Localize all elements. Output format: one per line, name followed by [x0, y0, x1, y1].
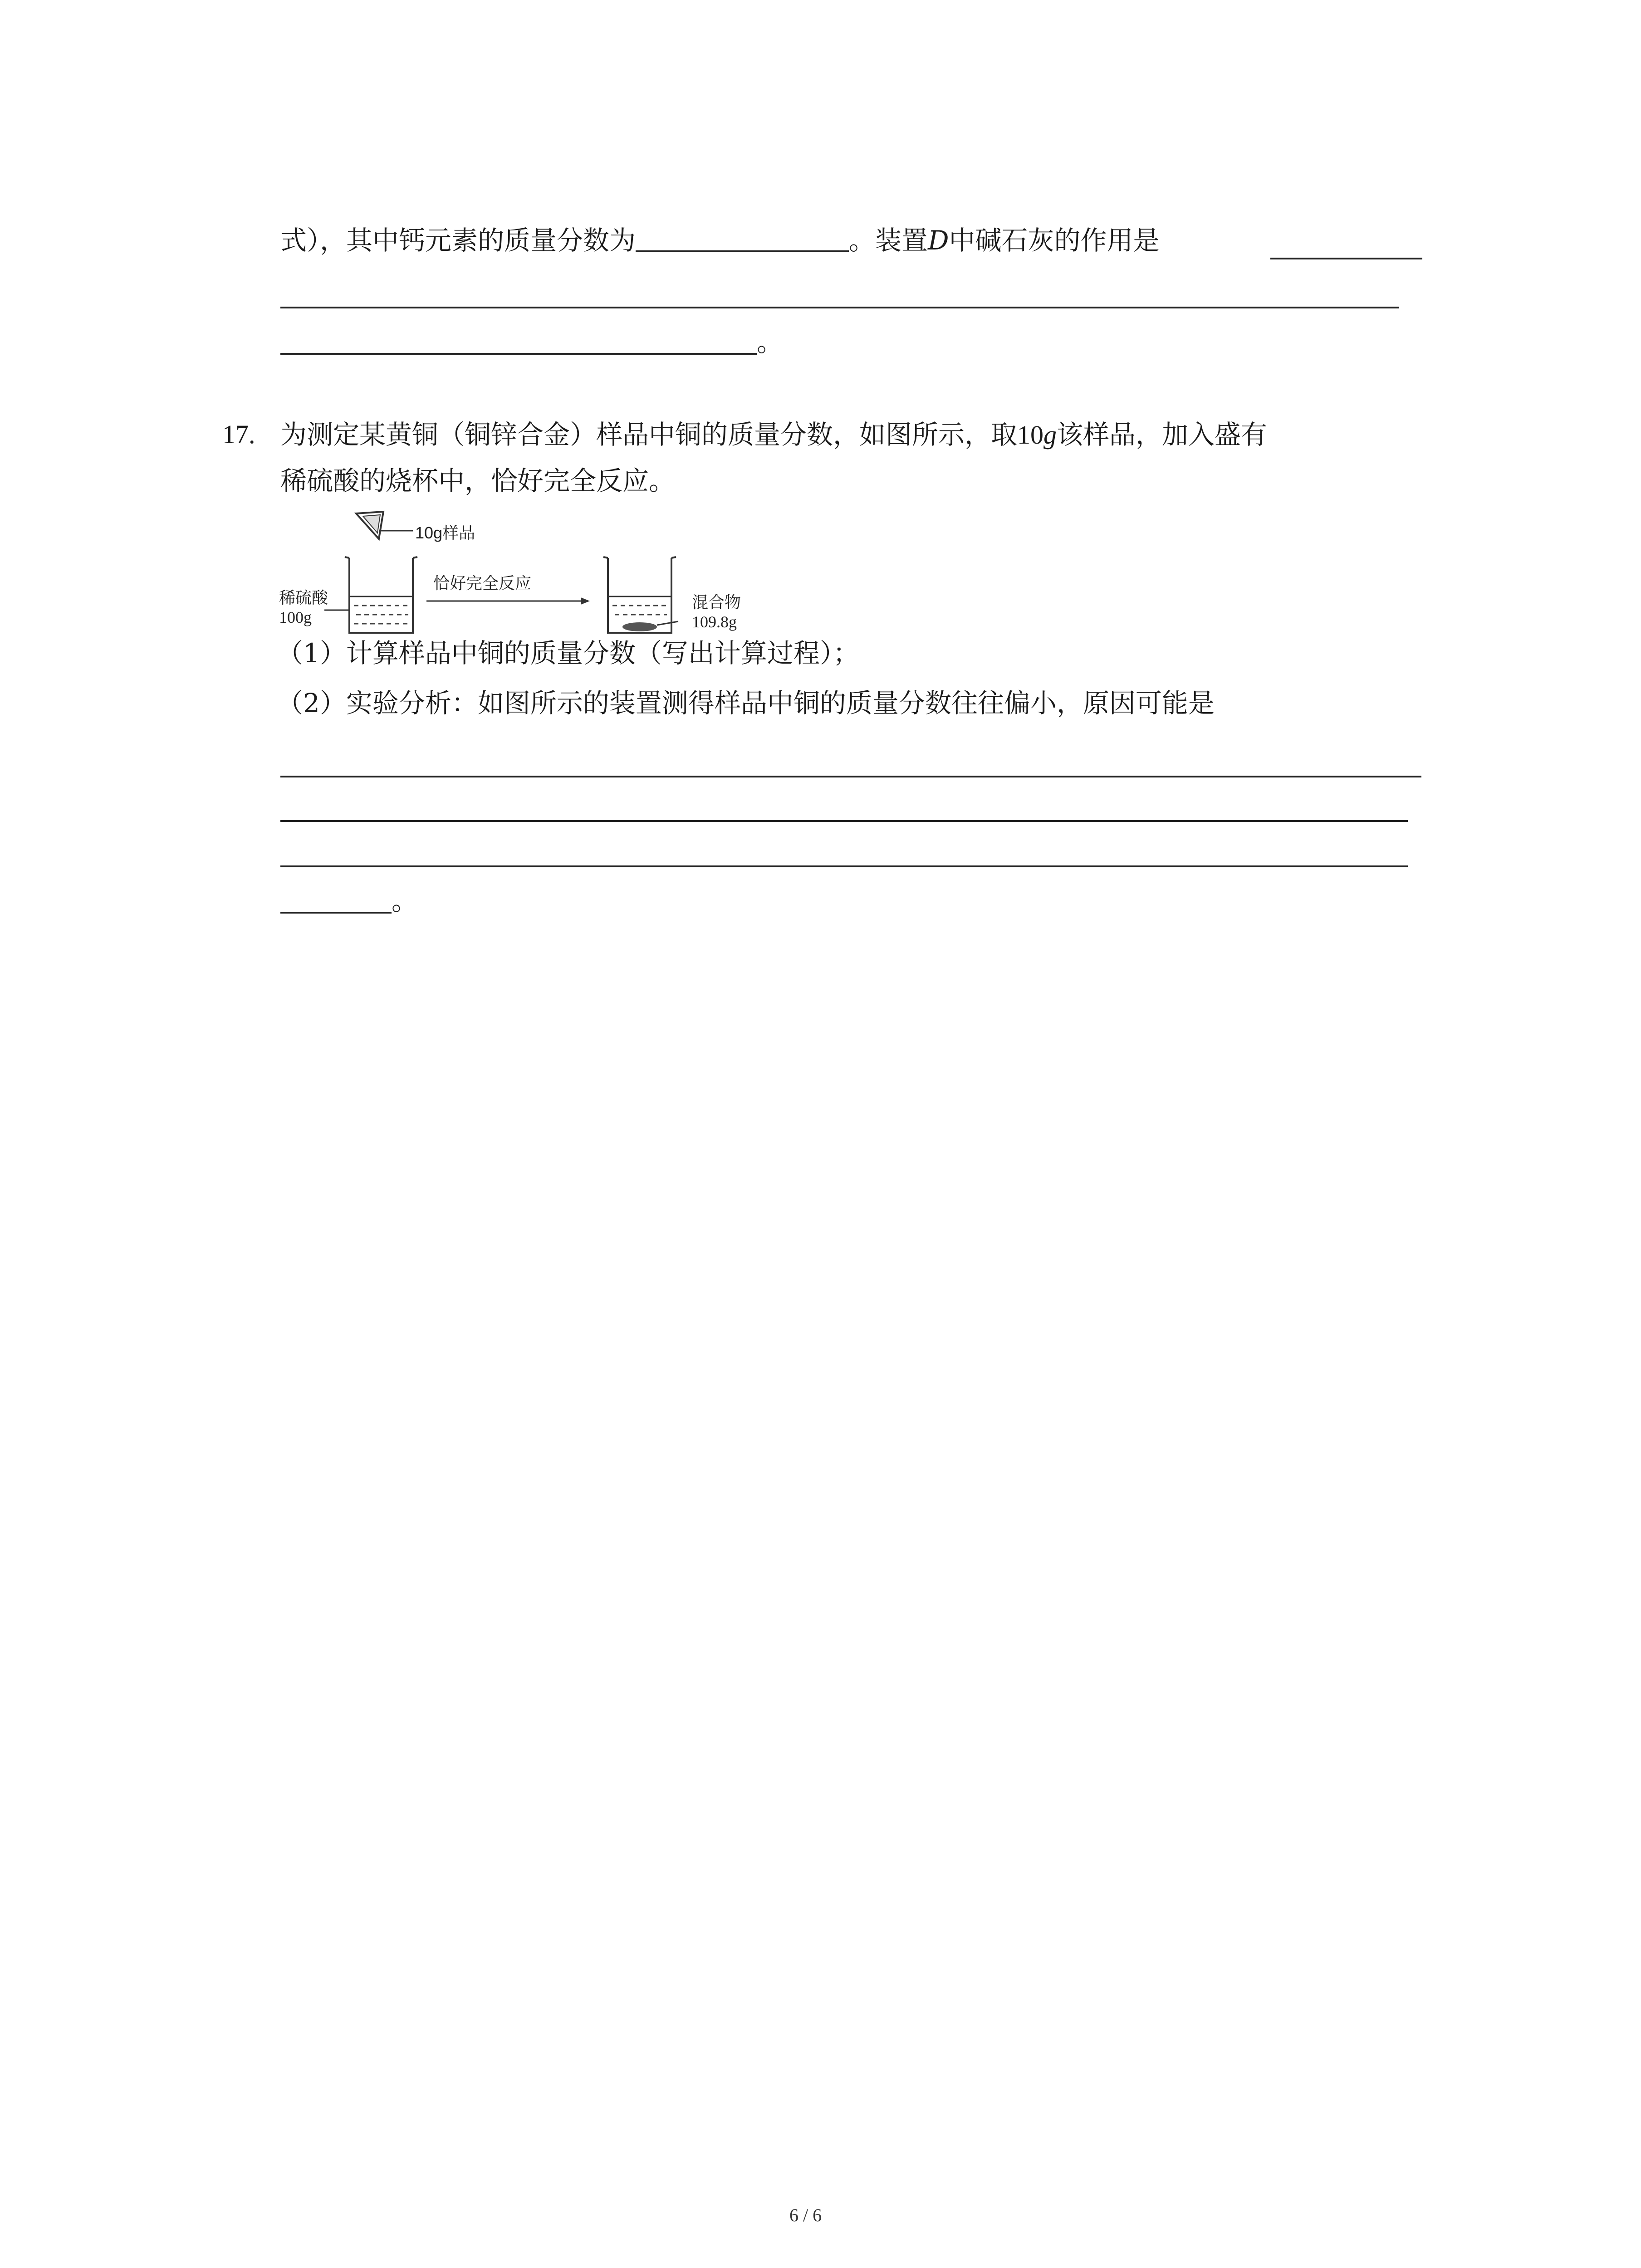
q16-blank-purpose-line2[interactable] — [280, 307, 1399, 308]
q16-line1 — [280, 222, 1160, 259]
reaction-arrow-icon — [426, 597, 590, 605]
fig-mixture-label: 混合物 — [692, 593, 741, 611]
q17-text-d: 该样品，加入盛有 — [1057, 419, 1268, 450]
q17-text-mass: 10 — [1017, 420, 1044, 450]
q17-end-mark: 。 — [392, 885, 418, 916]
beaker-left-icon — [324, 557, 417, 633]
q16-text-d: 中碱石灰的作用是 — [949, 225, 1160, 256]
fig-acid-label: 稀硫酸 — [279, 588, 328, 607]
q16-text-b: 。装置 — [849, 225, 928, 256]
q16-text-a: 式），其中钙元素的质量分数为 — [280, 225, 636, 256]
q17-answer-line1[interactable] — [280, 776, 1421, 777]
q16-text-device: D — [928, 225, 949, 256]
page-number: 6 / 6 — [789, 2205, 822, 2225]
q17-part1: （1）计算样品中铜的质量分数（写出计算过程）； — [277, 638, 859, 669]
q16-blank-purpose-start[interactable] — [1270, 258, 1422, 259]
q17-answer-line4[interactable] — [280, 912, 392, 914]
sample-paper-icon — [356, 512, 413, 539]
q16-end-mark: 。 — [757, 327, 784, 357]
beaker-right-icon — [603, 557, 678, 633]
q17-answer-line3[interactable] — [280, 865, 1408, 867]
q17-line1 — [280, 416, 1267, 453]
q17-answer-line2[interactable] — [280, 820, 1408, 822]
q17-text-a: 为测定某黄铜（铜锌合金）样品中铜的质量分数，如图所示，取 — [280, 419, 1018, 450]
q17-part2: （2）实验分析：如图所示的装置测得样品中铜的质量分数往往偏小，原因可能是 — [277, 688, 1215, 719]
q17-text-unit: g — [1043, 420, 1057, 450]
q17-number: 17. — [222, 420, 255, 449]
q16-blank-calcium-fraction[interactable] — [636, 223, 849, 252]
q17-line2: 稀硫酸的烧杯中，恰好完全反应。 — [280, 465, 676, 496]
fig-sample-label: 10g样品 — [415, 523, 475, 542]
fig-acid-mass: 100g — [279, 608, 312, 626]
q16-blank-purpose-line3[interactable] — [280, 353, 757, 355]
fig-mixture-mass: 109.8g — [692, 613, 737, 631]
fig-arrow-label: 恰好完全反应 — [433, 574, 532, 592]
